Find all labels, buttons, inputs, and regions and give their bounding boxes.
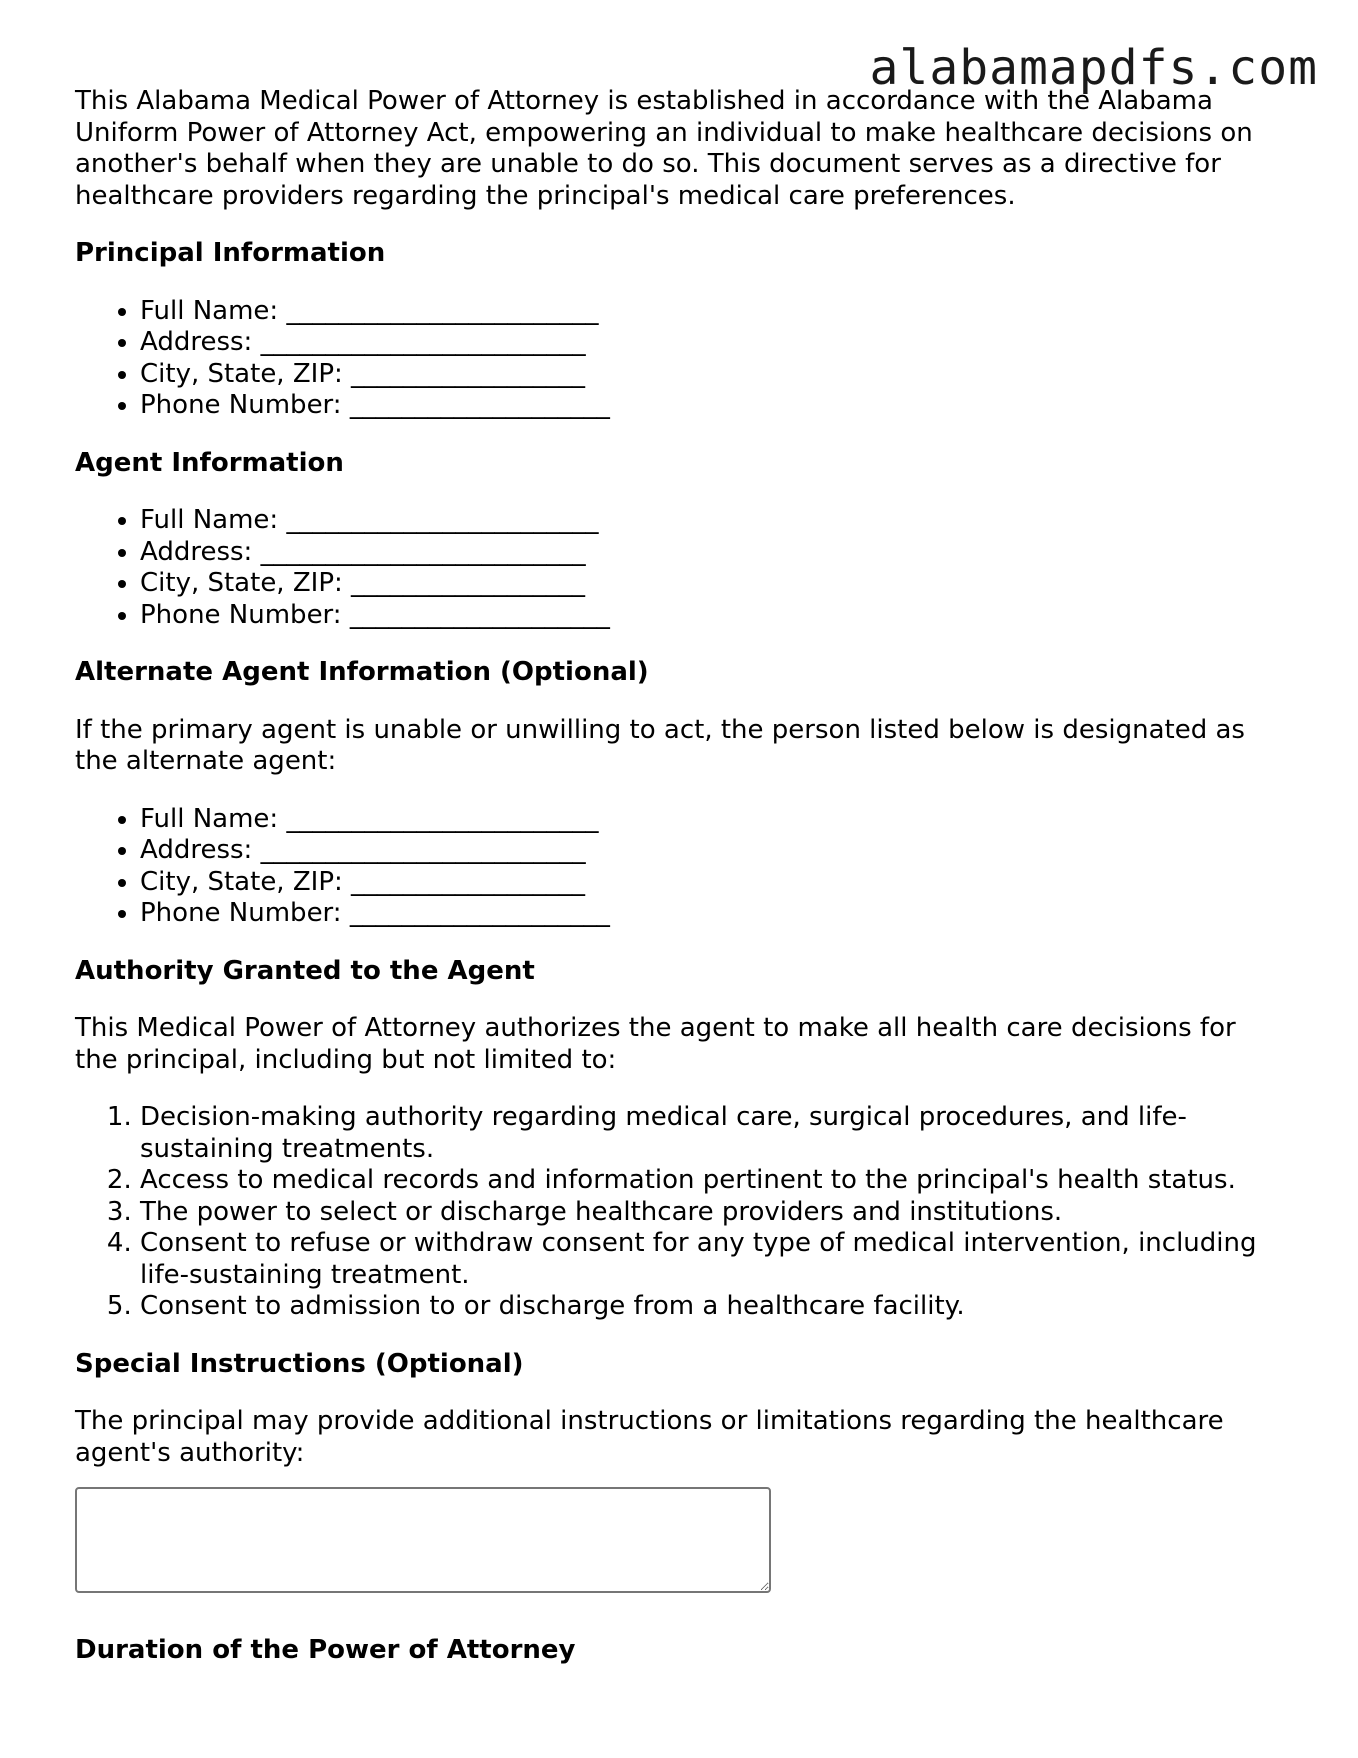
authority-heading: Authority Granted to the Agent: [75, 955, 535, 986]
duration-heading: Duration of the Power of Attorney: [75, 1635, 576, 1665]
principal-city-state-zip: • City, State, ZIP: __________________: [140, 359, 1285, 391]
intro-paragraph: This Alabama Medical Power of Attorney is established in accordance with the Alabama Uniform Power of Attorney Act, empowering an individual to make healthcare decisions on another's behalf when they are unable to do so. This document serves as a directive for healthcare providers regarding the principal's medical care preferences.: [75, 86, 1253, 211]
authority-list: [75, 1102, 1285, 1323]
special-instructions-text: The principal may provide additional instructions or limitations regarding the healthcare agent's authority:: [75, 1406, 1224, 1468]
alternate-city-state-zip: • City, State, ZIP: __________________: [140, 867, 1285, 899]
alternate-address: • Address: _________________________: [140, 835, 1285, 867]
authority-text: This Medical Power of Attorney authorizes the agent to make all health care decisions for the principal, including but not limited to:: [75, 1013, 1236, 1075]
agent-heading: Agent Information: [75, 447, 344, 478]
alternate-agent-heading: Alternate Agent Information (Optional): [75, 657, 649, 687]
alternate-agent-text: If the primary agent is unable or unwilling to act, the person listed below is designated as the alternate agent:: [75, 714, 1245, 776]
site-watermark: alabamapdfs.com: [869, 40, 1318, 96]
alternate-full-name: • Full Name: ________________________: [140, 804, 1285, 836]
agent-fields: [75, 505, 1285, 631]
authority-item: 1. Decision-making authority regarding medical care, surgical procedures, and life-sustaining treatments.: [140, 1102, 1285, 1165]
agent-phone: • Phone Number: ____________________: [140, 600, 1285, 632]
agent-address: • Address: _________________________: [140, 537, 1285, 569]
principal-heading: Principal Information: [75, 238, 386, 268]
agent-full-name: • Full Name: ________________________: [140, 505, 1285, 537]
special-instructions-heading: Special Instructions (Optional): [75, 1348, 524, 1379]
authority-item: 2. Access to medical records and information pertinent to the principal's health status.: [140, 1165, 1285, 1197]
alternate-phone: • Phone Number: ____________________: [140, 898, 1285, 930]
alternate-agent-fields: [75, 804, 1285, 930]
principal-phone: • Phone Number: ____________________: [140, 390, 1285, 422]
special-instructions-textarea[interactable]: [75, 1487, 771, 1593]
principal-fields: [75, 296, 1285, 422]
principal-full-name: • Full Name: ________________________: [140, 296, 1285, 328]
authority-item: 5. Consent to admission to or discharge from a healthcare facility.: [140, 1291, 1285, 1323]
document-body: [75, 86, 1285, 1693]
agent-city-state-zip: • City, State, ZIP: __________________: [140, 568, 1285, 600]
authority-item: 3. The power to select or discharge healthcare providers and institutions.: [140, 1197, 1285, 1229]
authority-item: 4. Consent to refuse or withdraw consent for any type of medical intervention, including life-sustaining treatment.: [140, 1228, 1285, 1291]
principal-address: • Address: _________________________: [140, 327, 1285, 359]
